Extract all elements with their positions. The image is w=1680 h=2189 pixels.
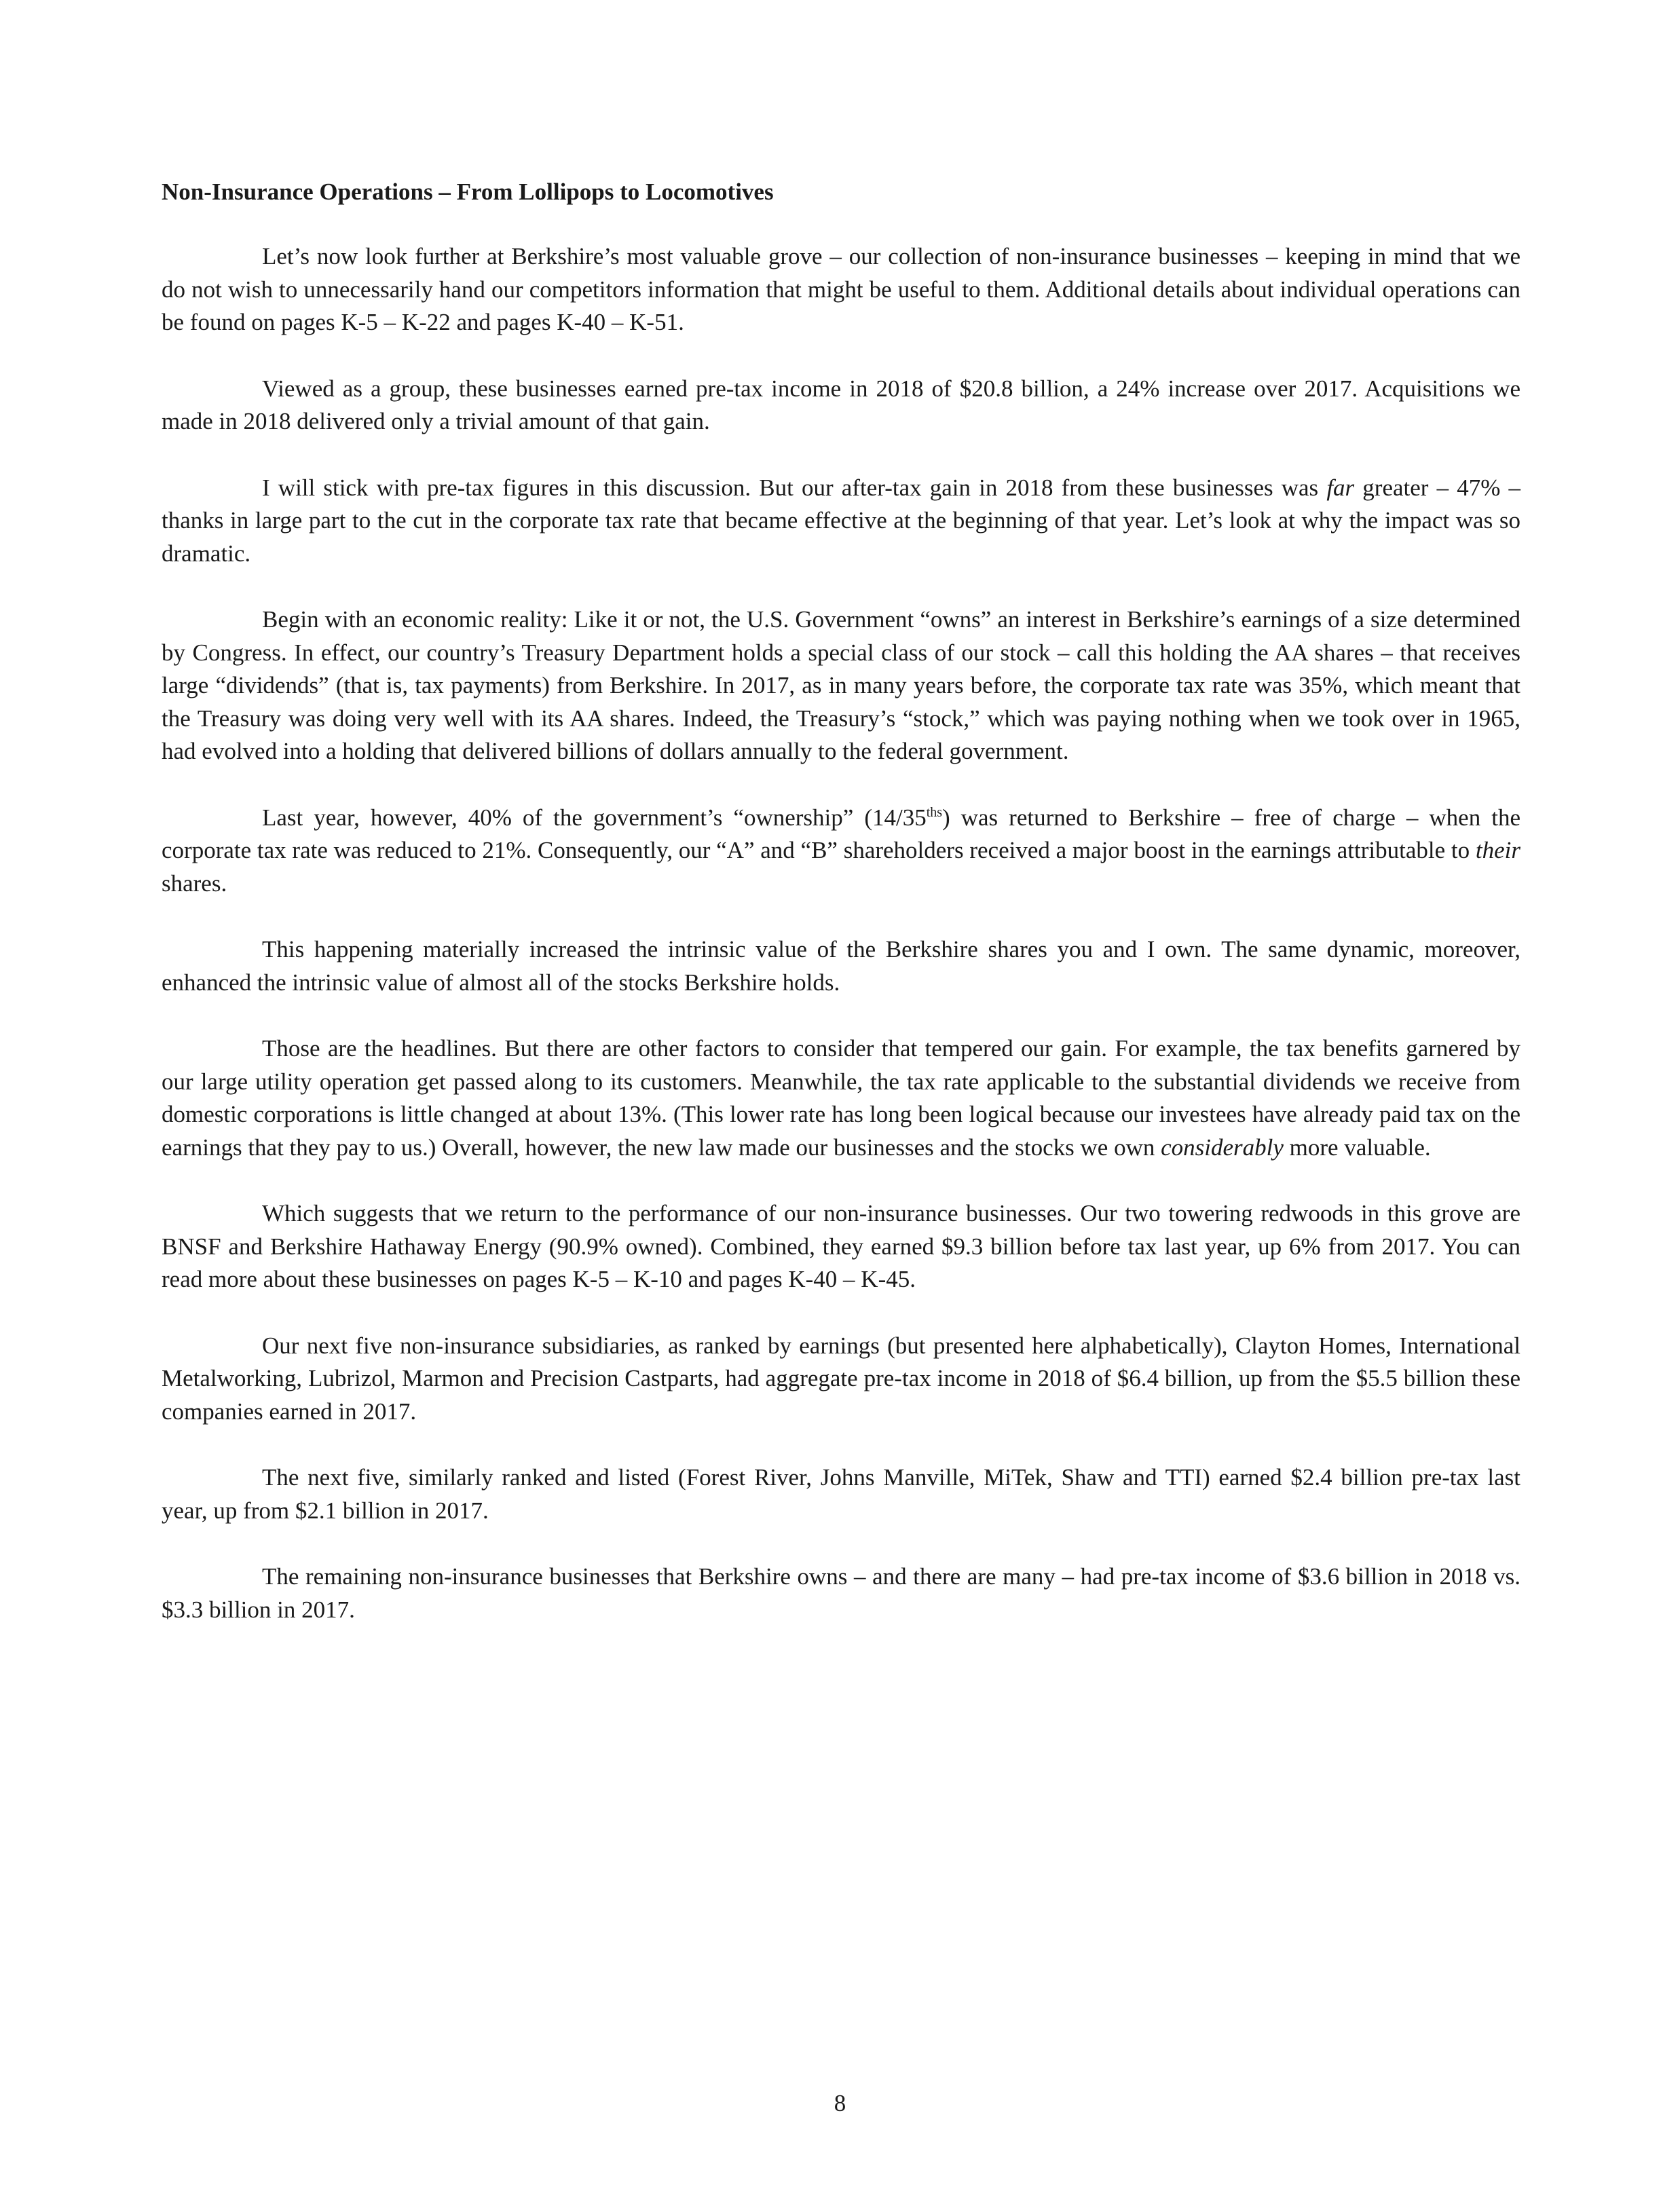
paragraph-5-text-b: ) was returned to Berkshire – free of charge – when the corporate tax rate was reduced to 21%. Consequently, our “A” and “B” shareholders received a major boost in the earnings attributable to: [162, 804, 1520, 863]
paragraph-3: [162, 472, 1520, 571]
page-number: 8: [834, 2090, 846, 2116]
paragraph-7: [162, 1032, 1520, 1164]
paragraph-9: Our next five non-insurance subsidiaries, as ranked by earnings (but presented here alphabetically), Clayton Homes, International Metalworking, Lubrizol, Marmon and Precision Castparts, had aggregate pre-tax income in 2018 of $6.4 billion, up from the $5.5 billion these companies earned in 2017.: [162, 1332, 1520, 1425]
paragraph-1: Let’s now look further at Berkshire’s most valuable grove – our collection of non-insurance businesses – keeping in mind that we do not wish to unnecessarily hand our competitors information that might be useful to them. Additional details about individual operations can be found on pages K-5 – K-22 and pages K-40 – K-51.: [162, 243, 1520, 335]
paragraph-3-text-b: greater – 47% – thanks in large part to the cut in the corporate tax rate that became effective at the beginning of that year. Let’s look at why the impact was so dramatic.: [162, 474, 1520, 567]
paragraph-6: This happening materially increased the intrinsic value of the Berkshire shares you and I own. The same dynamic, moreover, enhanced the intrinsic value of almost all of the stocks Berkshire holds.: [162, 936, 1520, 996]
paragraph-7-italic: considerably: [1161, 1134, 1284, 1161]
section-heading: Non-Insurance Operations – From Lollipops to Locomotives: [162, 179, 774, 205]
paragraph-11: The remaining non-insurance businesses that Berkshire owns – and there are many – had pre-tax income of $3.6 billion in 2018 vs. $3.3 billion in 2017.: [162, 1563, 1520, 1623]
paragraph-2: Viewed as a group, these businesses earned pre-tax income in 2018 of $20.8 billion, a 24% increase over 2017. Acquisitions we made in 2018 delivered only a trivial amount of that gain.: [162, 375, 1520, 434]
paragraph-4: Begin with an economic reality: Like it or not, the U.S. Government “owns” an interest in Berkshire’s earnings of a size determined by Congress. In effect, our country’s Treasury Department holds a special class of our stock – call this holding the AA shares – that receives large “dividends” (that is, tax payments) from Berkshire. In 2017, as in many years before, the corporate tax rate was 35%, which meant that the Treasury was doing very well with its AA shares. Indeed, the Treasury’s “stock,” which was paying nothing when we took over in 1965, had evolved into a holding that delivered billions of dollars annually to the federal government.: [162, 606, 1520, 764]
paragraph-5-italic: their: [1475, 837, 1520, 863]
paragraph-10: The next five, similarly ranked and listed (Forest River, Johns Manville, MiTek, Shaw and TTI) earned $2.4 billion pre-tax last year, up from $2.1 billion in 2017.: [162, 1464, 1520, 1524]
paragraph-5: [162, 802, 1520, 901]
paragraph-3-italic: far: [1326, 474, 1355, 501]
paragraph-5-text-c: shares.: [162, 869, 227, 897]
paragraph-5-superscript: ths: [926, 804, 943, 820]
paragraph-5-text-a: Last year, however, 40% of the government’s “ownership” (14/35: [262, 804, 927, 831]
document-page: [162, 175, 1520, 1660]
paragraph-7-text-a: Those are the headlines. But there are other factors to consider that tempered our gain. For example, the tax benefits garnered by our large utility operation get passed along to its customers. Meanwhile, the tax rate applicable to the substantial dividends we receive from domestic corporations is little changed at about 13%. (This lower rate has long been logical because our investees have already paid tax on the earnings that they pay to us.) Overall, however, the new law made our businesses and the stocks we own: [162, 1035, 1520, 1161]
paragraph-3-text-a: I will stick with pre-tax figures in this discussion. But our after-tax gain in 2018 from these businesses was: [262, 474, 1327, 501]
paragraph-8: Which suggests that we return to the performance of our non-insurance businesses. Our two towering redwoods in this grove are BNSF and Berkshire Hathaway Energy (90.9% owned). Combined, they earned $9.3 billion before tax last year, up 6% from 2017. You can read more about these businesses on pages K-5 – K-10 and pages K-40 – K-45.: [162, 1200, 1520, 1292]
paragraph-7-text-b: more valuable.: [1283, 1134, 1431, 1161]
